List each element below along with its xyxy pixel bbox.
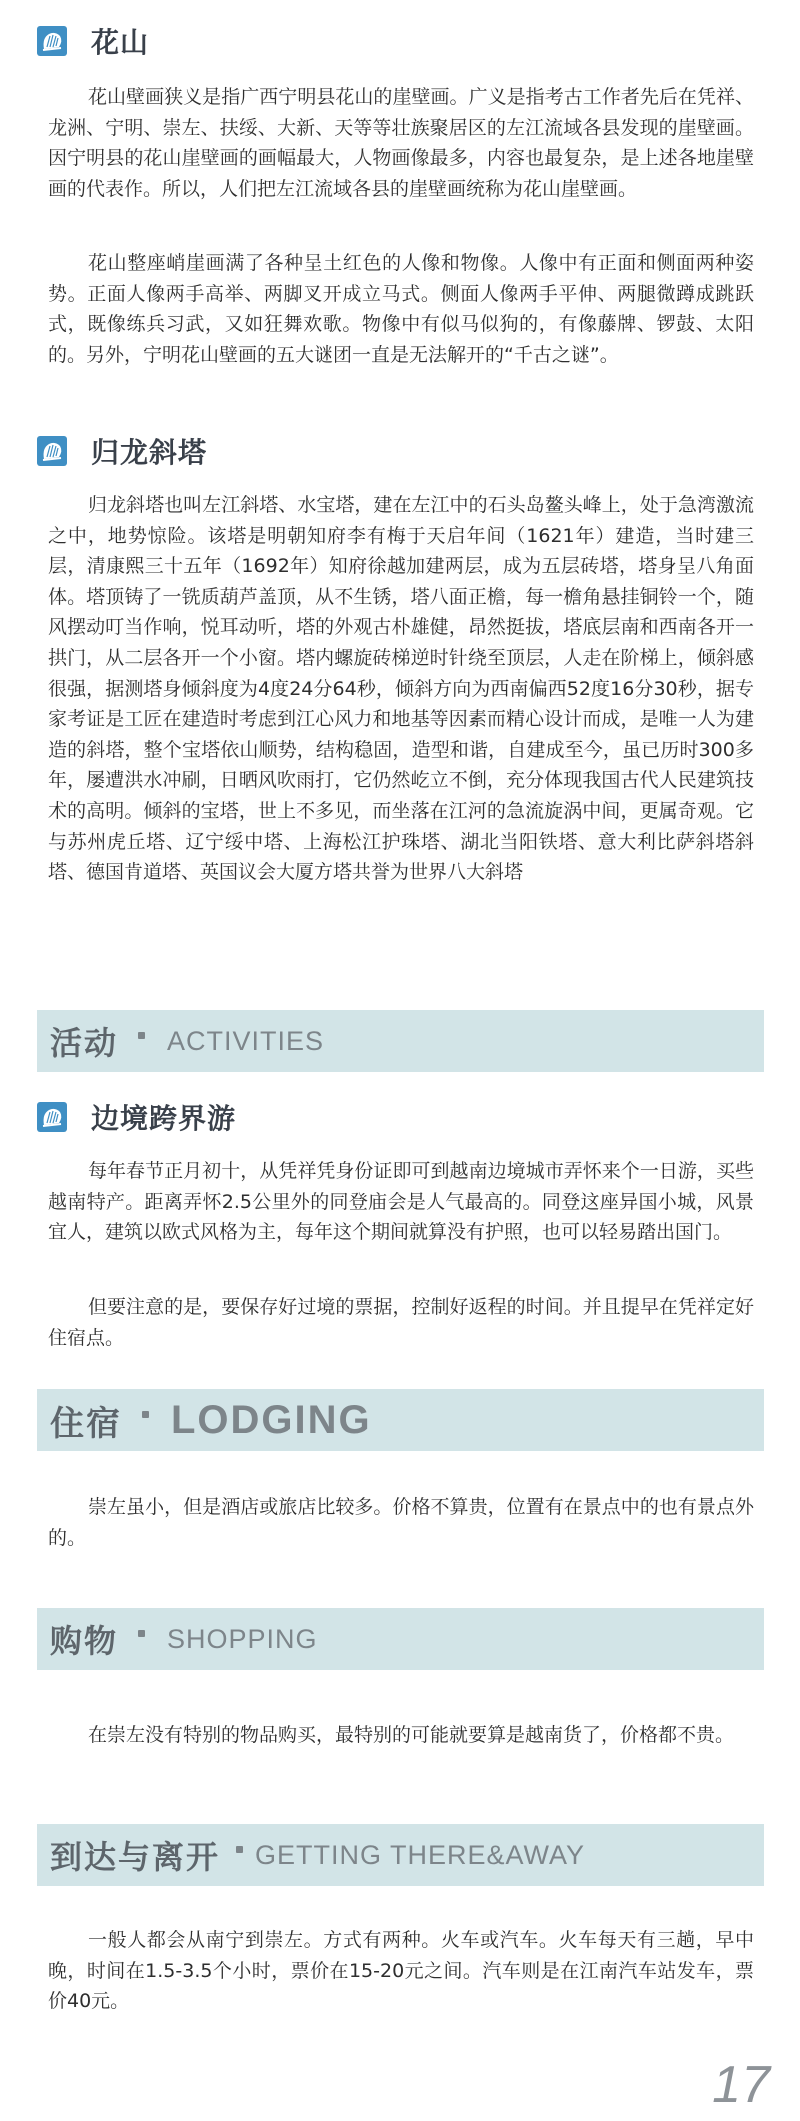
shell-icon (37, 1102, 67, 1132)
paragraph: 每年春节正月初十，从凭祥凭身份证即可到越南边境城市弄怀来个一日游，买些越南特产。距离弄怀2.5公里外的同登庙会是人气最高的。同登这座异国小城，风景宜人，建筑以欧式风格为主，每年这个期间就算没有护照，也可以轻易踏出国门。 (48, 1160, 754, 1244)
paragraph: 花山整座峭崖画满了各种呈土红色的人像和物像。人像中有正面和侧面两种姿势。正面人像两手高举、两脚叉开成立马式。侧面人像两手平伸、两腿微蹲成跳跃式，既像练兵习武，又如狂舞欢歌。物像中有似马似狗的，有像藤牌、锣鼓、太阳的。另外，宁明花山壁画的五大谜团一直是无法解开的“千古之谜”。 (48, 252, 754, 366)
paragraph: 但要注意的是，要保存好过境的票据，控制好返程的时间。并且提早在凭祥定好住宿点。 (48, 1296, 754, 1349)
banner-title-en: LODGING (171, 1397, 372, 1442)
section-title: 归龙斜塔 (91, 436, 208, 469)
banner-activities (37, 1010, 764, 1072)
banner-getting-there (37, 1824, 764, 1886)
paragraph: 崇左虽小，但是酒店或旅店比较多。价格不算贵，位置有在景点中的也有景点外的。 (48, 1496, 754, 1549)
banner-shopping (37, 1608, 764, 1670)
banner-title-en: SHOPPING (167, 1623, 318, 1654)
banner-title-en: GETTING THERE&AWAY (255, 1839, 586, 1870)
banner-title-en: ACTIVITIES (167, 1025, 325, 1056)
section-title: 边境跨界游 (91, 1102, 237, 1135)
shell-icon (37, 436, 67, 466)
section-title: 花山 (91, 26, 150, 59)
banner-title-cn: 购物 (50, 1622, 119, 1660)
paragraph: 归龙斜塔也叫左江斜塔、水宝塔，建在左江中的石头岛鳌头峰上，处于急湾激流之中，地势惊险。该塔是明朝知府李有梅于天启年间（1621年）建造，当时建三层，清康熙三十五年（1692年）知府徐越加建两层，成为五层砖塔，塔身呈八角面体。塔顶铸了一铣质葫芦盖顶，从不生锈，塔八面正檐，每一檐角悬挂铜铃一个，随风摆动叮当作响，悦耳动听，塔的外观古朴雄健，昂然挺拔，塔底层南和西南各开一拱门，从二层各开一个小窗。塔内螺旋砖梯逆时针绕至顶层，人走在阶梯上，倾斜感很强，据测塔身倾斜度为4度24分64秒，倾斜方向为西南偏西52度16分30秒，据专家考证是工匠在建造时考虑到江心风力和地基等因素而精心设计而成，是唯一人为建造的斜塔，整个宝塔依山顺势，结构稳固，造型和谐，自建成至今，虽已历时300多年，屡遭洪水冲刷，日晒风吹雨打，它仍然屹立不倒，充分体现我国古代人民建筑技术的高明。倾斜的宝塔，世上不多见，而坐落在江河的急流旋涡中间，更属奇观。它与苏州虎丘塔、辽宁绥中塔、上海松江护珠塔、湖北当阳铁塔、意大利比萨斜塔斜塔、德国肯道塔、英国议会大厦方塔共誉为世界八大斜塔 (48, 494, 754, 884)
section-heading-border (37, 1098, 236, 1136)
paragraph: 花山壁画狭义是指广西宁明县花山的崖壁画。广义是指考古工作者先后在凭祥、龙洲、宁明、崇左、扶绥、大新、天等等壮族聚居区的左江流域各县发现的崖壁画。因宁明县的花山崖壁画的画幅最大，人物画像最多，内容也最复杂，是上述各地崖壁画的代表作。所以，人们把左江流域各县的崖壁画统称为花山崖壁画。 (48, 86, 754, 200)
paragraph: 在崇左没有特别的物品购买，最特别的可能就要算是越南货了，价格都不贵。 (88, 1724, 735, 1746)
shell-icon (37, 26, 67, 56)
paragraph: 一般人都会从南宁到崇左。方式有两种。火车或汽车。火车每天有三趟，早中晚，时间在1.5-3.5个小时，票价在15-20元之间。汽车则是在江南汽车站发车，票价40元。 (48, 1929, 754, 2013)
banner-title-cn: 住宿 (50, 1403, 122, 1444)
banner-title-cn: 到达与离开 (50, 1838, 221, 1876)
banner-separator (142, 1411, 149, 1418)
section-heading-huashan (37, 22, 149, 60)
section-heading-guilong (37, 432, 207, 470)
page-number: 17 (712, 2056, 770, 2114)
banner-title-cn: 活动 (50, 1024, 119, 1062)
banner-separator (236, 1846, 243, 1853)
banner-separator (138, 1032, 145, 1039)
banner-separator (138, 1630, 145, 1637)
banner-lodging (37, 1389, 764, 1451)
